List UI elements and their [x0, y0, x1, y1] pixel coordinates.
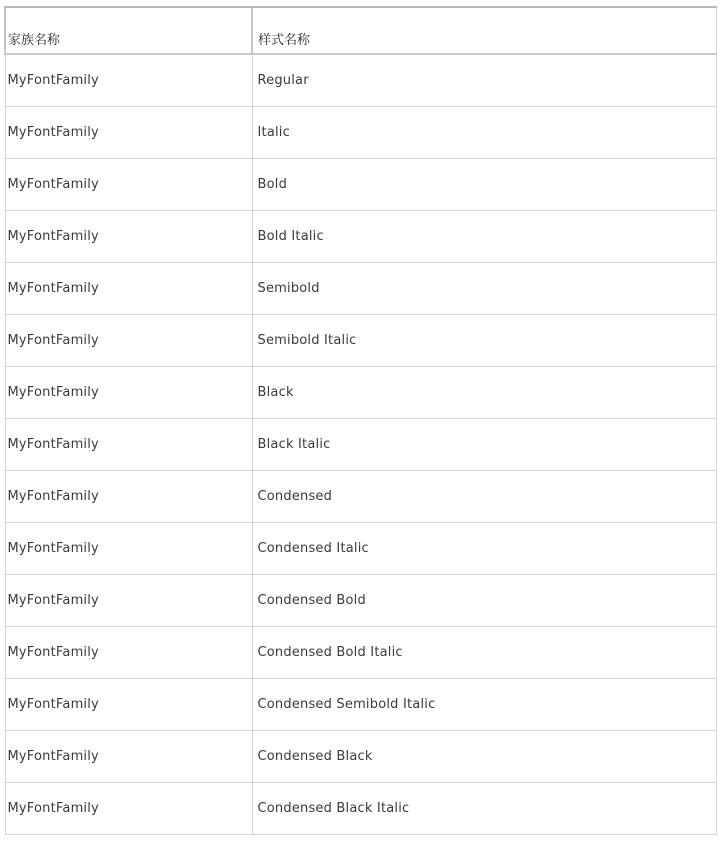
table-row [5, 107, 716, 159]
style-cell: Condensed Black Italic [252, 783, 716, 835]
table-header-row [5, 7, 716, 54]
style-cell: Condensed Bold [252, 575, 716, 627]
style-cell: Regular [252, 54, 716, 107]
table-row [5, 315, 716, 367]
family-cell: MyFontFamily [5, 159, 252, 211]
table-row [5, 263, 716, 315]
family-cell: MyFontFamily [5, 471, 252, 523]
table-body [5, 54, 716, 835]
style-cell: Condensed [252, 471, 716, 523]
family-cell: MyFontFamily [5, 315, 252, 367]
style-cell: Bold Italic [252, 211, 716, 263]
table-row [5, 627, 716, 679]
family-cell: MyFontFamily [5, 367, 252, 419]
style-cell: Condensed Italic [252, 523, 716, 575]
table-row [5, 783, 716, 835]
family-cell: MyFontFamily [5, 419, 252, 471]
family-cell: MyFontFamily [5, 263, 252, 315]
style-cell: Condensed Semibold Italic [252, 679, 716, 731]
family-cell: MyFontFamily [5, 211, 252, 263]
table-row [5, 679, 716, 731]
header-style-name: 样式名称 [252, 7, 716, 54]
table-row [5, 523, 716, 575]
family-cell: MyFontFamily [5, 679, 252, 731]
style-cell: Bold [252, 159, 716, 211]
family-cell: MyFontFamily [5, 107, 252, 159]
font-family-table [4, 6, 717, 835]
table-row [5, 367, 716, 419]
style-cell: Condensed Black [252, 731, 716, 783]
table-row [5, 731, 716, 783]
family-cell: MyFontFamily [5, 627, 252, 679]
table-row [5, 54, 716, 107]
style-cell: Semibold [252, 263, 716, 315]
table-row [5, 575, 716, 627]
table-row [5, 159, 716, 211]
table-row [5, 471, 716, 523]
font-table-container [4, 6, 715, 835]
style-cell: Condensed Bold Italic [252, 627, 716, 679]
style-cell: Semibold Italic [252, 315, 716, 367]
family-cell: MyFontFamily [5, 575, 252, 627]
family-cell: MyFontFamily [5, 54, 252, 107]
family-cell: MyFontFamily [5, 783, 252, 835]
family-cell: MyFontFamily [5, 523, 252, 575]
header-family-name: 家族名称 [5, 7, 252, 54]
style-cell: Black Italic [252, 419, 716, 471]
table-row [5, 419, 716, 471]
table-row [5, 211, 716, 263]
style-cell: Black [252, 367, 716, 419]
family-cell: MyFontFamily [5, 731, 252, 783]
style-cell: Italic [252, 107, 716, 159]
